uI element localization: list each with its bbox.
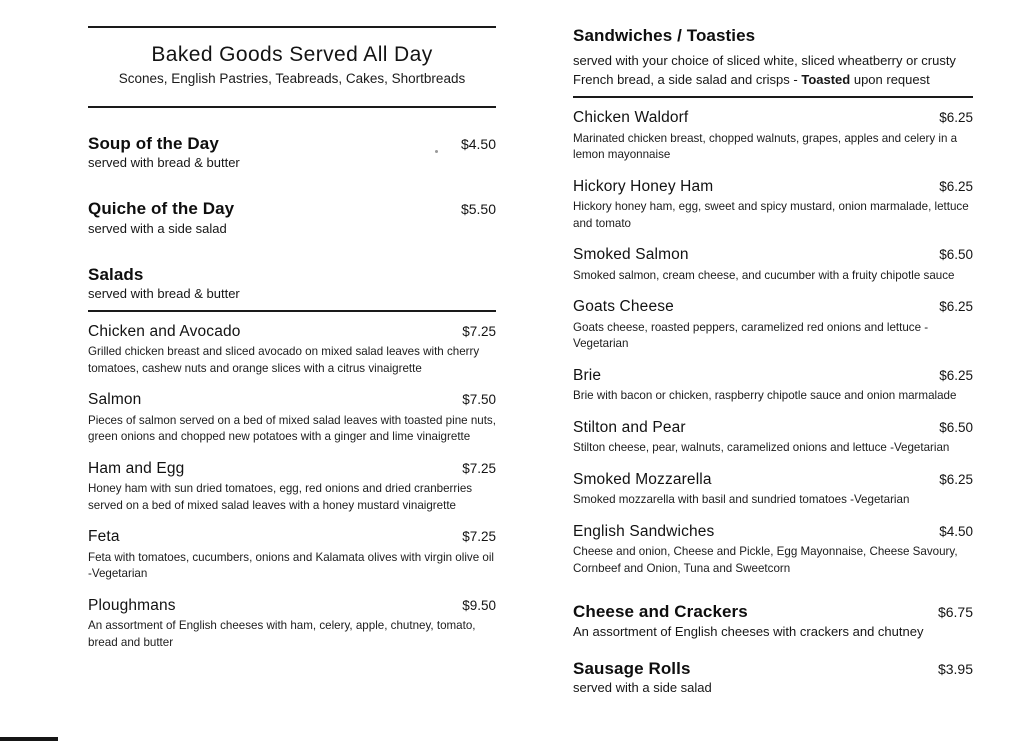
sausage-rolls-name: Sausage Rolls [573,658,691,678]
item-row [88,460,496,479]
spacer [88,312,496,323]
item-price: $7.25 [462,460,496,476]
item-price: $7.50 [462,392,496,408]
sandwiches-lead-emphasis: Toasted [801,72,851,88]
item-row [88,391,496,410]
menu-entry-sausage-rolls [573,659,973,698]
item-row [573,246,973,265]
baked-goods-banner [88,42,496,88]
menu-item [573,367,973,405]
item-price: $7.25 [462,529,496,545]
sausage-rolls-description: served with a side salad [573,679,712,695]
item-name: Ham and Egg [88,459,185,477]
item-description: Cheese and onion, Cheese and Pickle, Egg Mayonnaise, Cheese Savoury, Cornbeef and Onion, Tuna and Sweetcorn [573,545,958,575]
sandwiches-heading: Sandwiches / Toasties [573,26,756,45]
sandwiches-lead-part1: served with your choice of sliced white, sliced wheatberry or crusty French bread, a side salad and crisps - [573,53,956,88]
item-price: $9.50 [462,597,496,613]
quiche-name: Quiche of the Day [88,199,235,219]
menu-entry-cheese-and-crackers [573,602,973,641]
item-row [573,367,973,386]
baked-goods-subtitle: Scones, English Pastries, Teabreads, Cakes, Shortbreads [118,71,466,87]
salads-subheading: served with bread & butter [88,285,240,301]
menu-item [88,597,496,652]
cheese-and-crackers-row [573,602,973,622]
item-name: Feta [88,528,120,546]
quiche-price: $5.50 [460,201,496,218]
right-column [573,26,973,698]
salads-heading: Salads [88,264,144,284]
soup-description: served with bread & butter [88,155,240,171]
item-name: Smoked Mozzarella [573,470,712,488]
item-description: Stilton cheese, pear, walnuts, caramelized onions and lettuce -Vegetarian [573,441,950,455]
item-description: Hickory honey ham, egg, sweet and spicy mustard, onion marmalade, lettuce and tomato [573,200,969,230]
cheese-and-crackers-name: Cheese and Crackers [573,602,748,622]
item-name: Chicken and Avocado [88,322,241,340]
item-description: Brie with bacon or chicken, raspberry chipotle sauce and onion marmalade [573,389,957,403]
menu-item [88,391,496,446]
item-name: Brie [573,366,602,384]
quiche-row [88,199,496,219]
sandwiches-lead-part2: upon request [850,72,930,88]
item-name: English Sandwiches [573,522,715,540]
menu-item [573,109,973,164]
item-name: Salmon [88,391,142,409]
spacer [88,239,496,265]
item-row [88,528,496,547]
salads-section-header [88,265,496,304]
item-name: Hickory Honey Ham [573,177,714,195]
item-row [573,109,973,128]
item-name: Ploughmans [88,596,176,614]
baked-goods-title: Baked Goods Served All Day [151,43,433,66]
item-price: $6.25 [939,178,973,194]
item-description: Feta with tomatoes, cucumbers, onions and Kalamata olives with virgin olive oil -Vegetarian [88,550,494,581]
item-name: Goats Cheese [573,298,674,316]
sandwiches-lead [573,52,973,90]
item-price: $6.25 [939,299,973,315]
spacer [573,98,973,109]
item-description: Goats cheese, roasted peppers, caramelized red onions and lettuce -Vegetarian [573,320,929,351]
menu-item [88,323,496,378]
spacer [573,642,973,659]
menu-item [573,298,973,353]
menu-item [573,178,973,233]
menu-item [573,523,973,578]
item-row [88,597,496,616]
item-row [88,323,496,342]
item-description: Pieces of salmon served on a bed of mixed salad leaves with toasted pine nuts, green onions and chopped new potatoes with a ginger and lime vinaigrette [88,413,496,444]
item-row [573,419,973,438]
spacer [88,108,496,134]
item-price: $4.50 [939,523,973,539]
soup-price: $4.50 [460,136,496,153]
sandwiches-section-header [573,26,973,90]
left-column [88,26,496,665]
item-description: Grilled chicken breast and sliced avocado on mixed salad leaves with cherry tomatoes, cashew nuts and orange slices with a citrus vinaigrette [88,345,480,375]
item-row [573,471,973,490]
cheese-and-crackers-description: An assortment of English cheeses with crackers and chutney [573,623,924,639]
item-price: $6.25 [939,367,973,383]
item-price: $6.25 [939,110,973,126]
divider-top-left [88,26,496,28]
sausage-rolls-price: $3.95 [937,660,973,677]
item-row [573,178,973,197]
item-name: Stilton and Pear [573,418,686,436]
item-row [573,298,973,317]
soup-name: Soup of the Day [88,134,219,154]
scan-artifact-corner-mark [0,737,58,741]
menu-item [573,419,973,457]
item-price: $6.50 [939,419,973,435]
cheese-and-crackers-price: $6.75 [937,604,973,621]
item-price: $7.25 [462,323,496,339]
menu-item [88,528,496,583]
sausage-rolls-row [573,659,973,679]
item-price: $6.50 [939,247,973,263]
item-description: Smoked mozzarella with basil and sundried tomatoes -Vegetarian [573,493,910,507]
item-description: Marinated chicken breast, chopped walnuts, grapes, apples and celery in a lemon mayonnaise [573,131,958,162]
item-name: Chicken Waldorf [573,109,689,127]
item-name: Smoked Salmon [573,246,689,264]
menu-item [88,460,496,515]
item-description: An assortment of English cheeses with ham, celery, apple, chutney, tomato, bread and butter [88,619,476,649]
scan-artifact-speck [435,150,438,153]
menu-item [573,471,973,509]
menu-item [573,246,973,284]
menu-entry-soup-of-the-day [88,134,496,173]
spacer [88,173,496,199]
quiche-description: served with a side salad [88,220,227,236]
item-description: Smoked salmon, cream cheese, and cucumber with a fruity chipotle sauce [573,268,955,282]
menu-entry-quiche-of-the-day [88,199,496,238]
spacer [573,591,973,602]
item-row [573,523,973,542]
item-price: $6.25 [939,471,973,487]
item-description: Honey ham with sun dried tomatoes, egg, red onions and dried cranberries served on a bed of mixed salad leaves with a honey mustard vinaigrette [88,482,473,512]
